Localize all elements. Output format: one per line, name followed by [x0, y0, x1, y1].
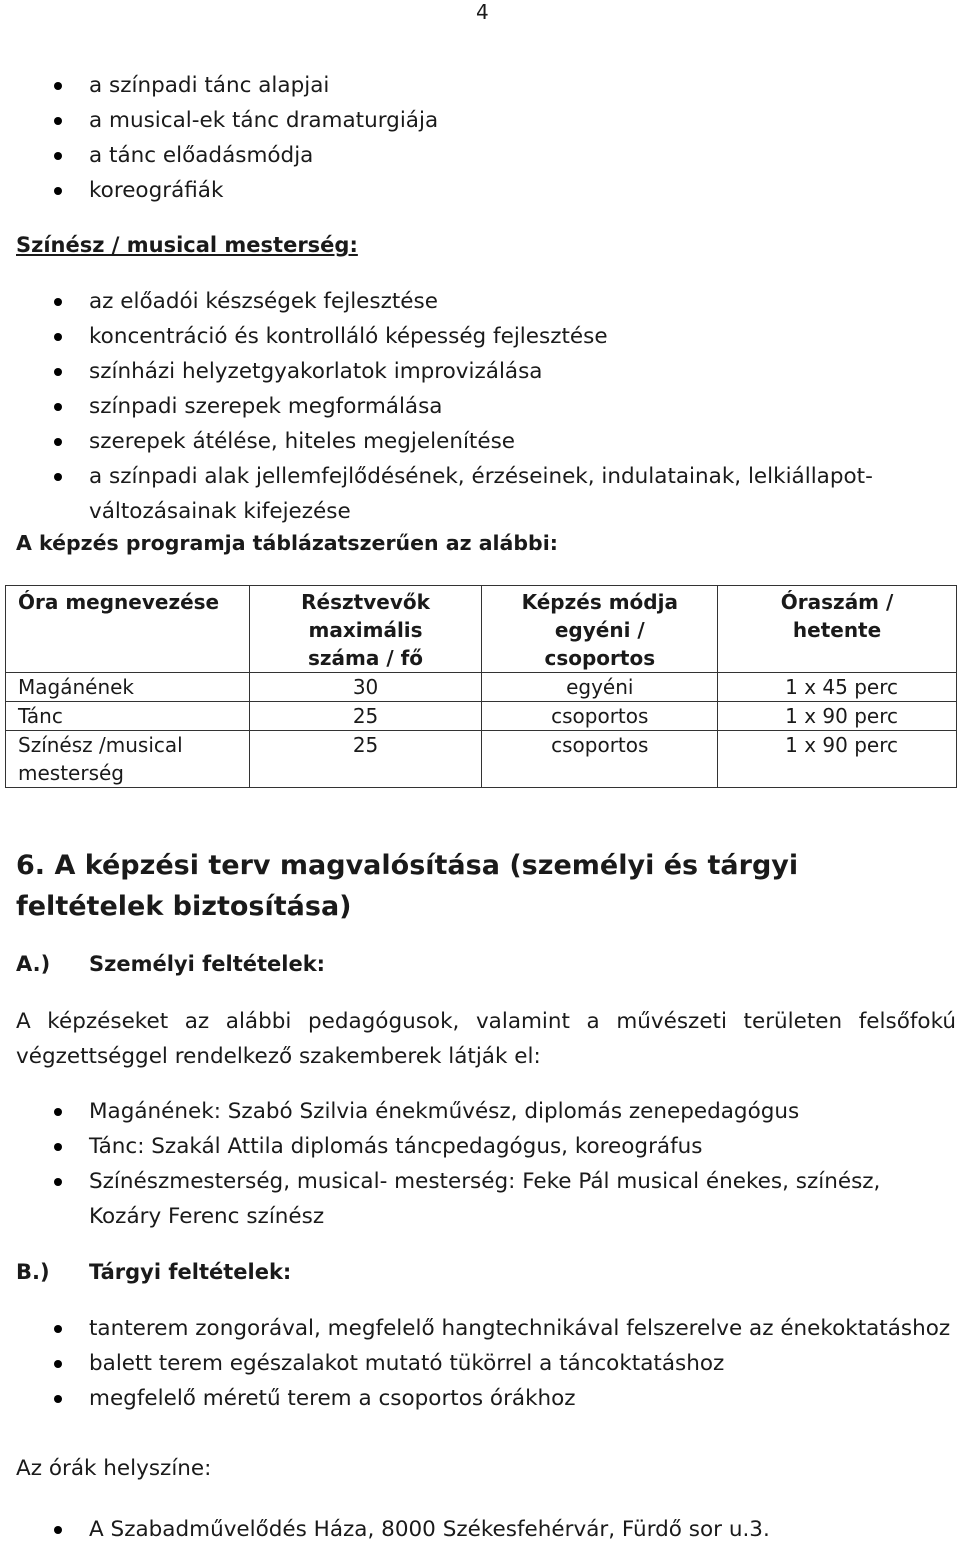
actor-section-heading: Színész / musical mesterség:	[16, 233, 358, 257]
table-row	[6, 702, 957, 731]
dance-list	[16, 68, 956, 208]
program-intro-block	[16, 531, 956, 555]
material-heading: Tárgyi feltételek:	[89, 1260, 292, 1284]
list-item: Magánének: Szabó Szilvia énekművész, diplomás zenepedagógus	[16, 1094, 956, 1129]
venue-label-block	[16, 1451, 956, 1486]
table-cell: egyéni	[482, 673, 718, 702]
actor-list	[16, 284, 956, 529]
material-heading-block	[16, 1260, 956, 1284]
material-list	[16, 1311, 956, 1416]
list-item: megfelelő méretű terem a csoportos órákhoz	[16, 1381, 956, 1416]
actor-section-heading-block	[16, 233, 956, 257]
header-cell: Képzés módja egyéni / csoportos	[482, 586, 718, 673]
table-cell: Tánc	[6, 702, 250, 731]
list-item: Tánc: Szakál Attila diplomás táncpedagógus, koreográfus	[16, 1129, 956, 1164]
personal-list	[16, 1094, 956, 1234]
table-row	[6, 731, 957, 788]
list-item: a tánc előadásmódja	[16, 138, 956, 173]
table-header-row	[6, 586, 957, 673]
list-item: A Szabadművelődés Háza, 8000 Székesfehérvár, Fürdő sor u.3.	[16, 1512, 956, 1547]
table-cell: 30	[249, 673, 482, 702]
header-cell: Óra megnevezése	[6, 586, 250, 673]
section6-title: 6. A képzési terv magvalósítása (személyi és tárgyi feltételek biztosítása)	[16, 850, 799, 922]
list-item: a színpadi alak jellemfejlődésének, érzéseinek, indulatainak, lelkiállapot-változásainak kifejezése	[16, 459, 956, 529]
table-cell: Színész /musical mesterség	[6, 731, 250, 788]
table-cell: 1 x 45 perc	[718, 673, 957, 702]
table-cell: 25	[249, 731, 482, 788]
list-item: szerepek átélése, hiteles megjelenítése	[16, 424, 956, 459]
table-cell: 1 x 90 perc	[718, 702, 957, 731]
list-item: koncentráció és kontrolláló képesség fejlesztése	[16, 319, 956, 354]
program-intro: A képzés programja táblázatszerűen az alábbi:	[16, 531, 558, 555]
header-cell: Óraszám / hetente	[718, 586, 957, 673]
material-letter: B.)	[16, 1260, 50, 1284]
section6-block	[16, 845, 930, 927]
list-item: Színészmesterség, musical- mesterség: Feke Pál musical énekes, színész, Kozáry Ferenc színész	[16, 1164, 956, 1234]
personal-paragraph: A képzéseket az alábbi pedagógusok, valamint a művészeti területen felsőfokú végzettséggel rendelkező szakemberek látják el:	[16, 1009, 956, 1069]
personal-paragraph-block	[16, 1004, 956, 1074]
list-item: a színpadi tánc alapjai	[16, 68, 956, 103]
venue-label: Az órák helyszíne:	[16, 1456, 212, 1481]
personal-list-block	[16, 1094, 956, 1234]
list-item: színházi helyzetgyakorlatok improvizálása	[16, 354, 956, 389]
table-cell: Magánének	[6, 673, 250, 702]
actor-list-block	[16, 284, 956, 529]
list-item: színpadi szerepek megformálása	[16, 389, 956, 424]
page-number: 4	[476, 0, 489, 24]
table-cell: 25	[249, 702, 482, 731]
list-item: az előadói készségek fejlesztése	[16, 284, 956, 319]
table-cell: 1 x 90 perc	[718, 731, 957, 788]
personal-heading: Személyi feltételek:	[89, 952, 326, 976]
personal-letter: A.)	[16, 952, 51, 976]
dance-list-block	[16, 68, 956, 208]
table-row	[6, 673, 957, 702]
personal-heading-block	[16, 952, 956, 976]
list-item: a musical-ek tánc dramaturgiája	[16, 103, 956, 138]
schedule-table	[5, 585, 957, 788]
venue-list-block	[16, 1512, 956, 1547]
list-item: balett terem egészalakot mutató tükörrel a táncoktatáshoz	[16, 1346, 956, 1381]
list-item: koreográfiák	[16, 173, 956, 208]
table-cell: csoportos	[482, 702, 718, 731]
material-list-block	[16, 1311, 956, 1416]
table-cell: csoportos	[482, 731, 718, 788]
header-cell: Résztvevők maximális száma / fő	[249, 586, 482, 673]
list-item: tanterem zongorával, megfelelő hangtechnikával felszerelve az énekoktatáshoz	[16, 1311, 956, 1346]
venue-list	[16, 1512, 956, 1547]
